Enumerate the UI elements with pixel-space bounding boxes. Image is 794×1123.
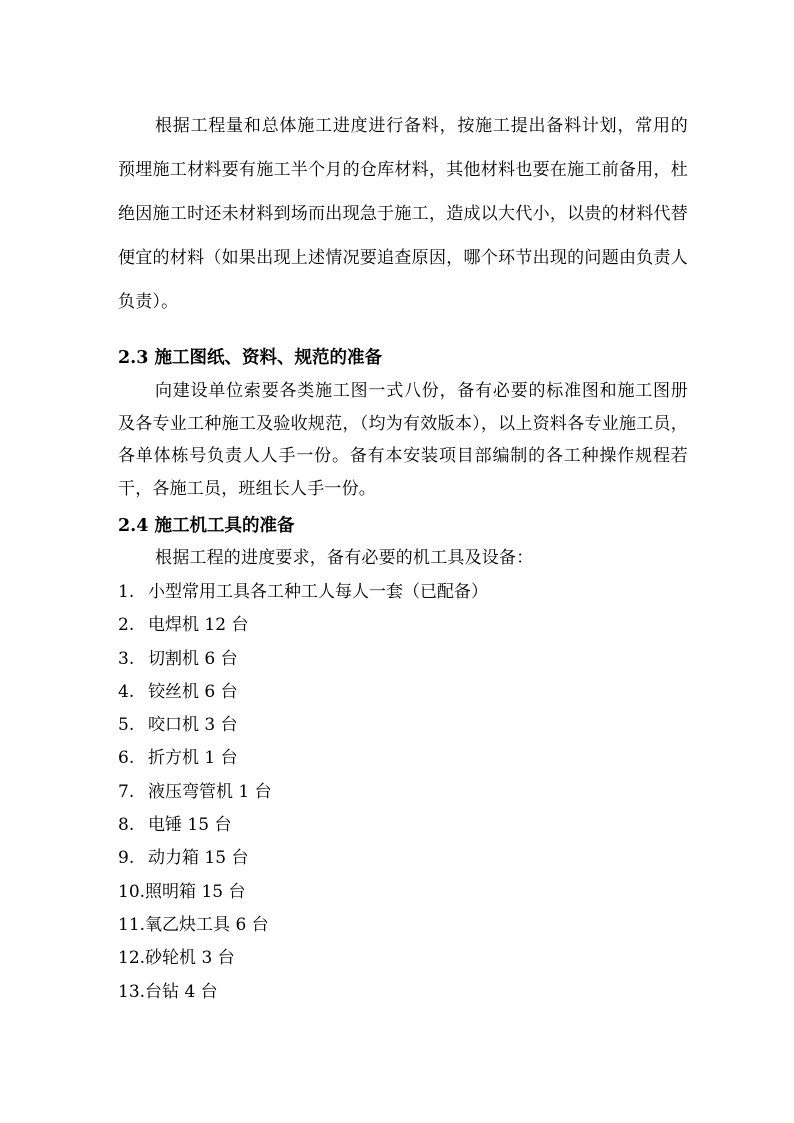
list-item-text: 折方机 1 台 [148, 748, 238, 769]
list-item-number: 5. [118, 715, 135, 736]
materials-paragraph: 根据工程量和总体施工进度进行备料，按施工提出备料计划，常用的预埋施工材料要有施工半个月的仓库材料，其他材料也要在施工前备用，杜绝因施工时还未材料到场而出现急于施工，造成以大代小，以贵的材料代替便宜的材料（如果出现上述情况要追查原因，哪个环节出现的问题由负责人负责）。 [118, 116, 688, 312]
list-item [118, 909, 488, 942]
list-item [118, 776, 488, 809]
list-item-text: 切割机 6 台 [148, 648, 238, 669]
list-item-text: 小型常用工具各工种工人每人一套（已配备） [148, 582, 488, 602]
list-item [118, 876, 488, 909]
list-item-text: 砂轮机 3 台 [145, 948, 235, 969]
list-item [118, 643, 488, 676]
list-item-number: 9. [118, 848, 135, 869]
list-item [118, 576, 488, 609]
list-item-text: 电锤 15 台 [148, 815, 232, 836]
section-2-3-paragraph: 向建设单位索要各类施工图一式八份，备有必要的标准图和施工图册及各专业工种施工及验收规范，（均为有效版本），以上资料各专业施工员，各单体栋号负责人人手一份。备有本安装项目部编制的各工种操作规程若干，各施工员，班组长人手一份。 [118, 381, 688, 499]
list-item-text: 氧乙炔工具 6 台 [145, 914, 269, 935]
list-item-text: 照明箱 15 台 [145, 881, 246, 902]
list-item-number: 8. [118, 815, 135, 836]
list-item-number: 4. [118, 681, 135, 702]
list-item-number: 13. [118, 981, 146, 1002]
section-2-3-heading: 2.3 施工图纸、资料、规范的准备 [118, 348, 383, 368]
list-item [118, 809, 488, 842]
list-item-text: 动力箱 15 台 [148, 848, 249, 869]
list-item-number: 6. [118, 748, 135, 769]
list-item [118, 942, 488, 975]
list-item-number: 1. [118, 582, 135, 602]
list-item [118, 842, 488, 875]
equipment-list [118, 576, 488, 1009]
section-2-4-intro: 根据工程的进度要求，备有必要的机工具及设备： [155, 548, 534, 568]
list-item-number: 12. [118, 948, 146, 969]
list-item [118, 609, 488, 642]
list-item-text: 咬口机 3 台 [148, 715, 238, 736]
list-item-text: 台钻 4 台 [145, 981, 218, 1002]
list-item [118, 709, 488, 742]
list-item-text: 电焊机 12 台 [148, 615, 249, 636]
list-item-text: 液压弯管机 1 台 [148, 781, 272, 802]
list-item-number: 11. [118, 914, 146, 935]
list-item-number: 3. [118, 648, 135, 669]
list-item [118, 676, 488, 709]
list-item-number: 2. [118, 615, 135, 636]
list-item-number: 10. [118, 881, 146, 902]
list-item [118, 976, 488, 1009]
list-item-number: 7. [118, 781, 135, 802]
list-item [118, 742, 488, 775]
list-item-text: 铰丝机 6 台 [148, 681, 238, 702]
section-2-4-heading: 2.4 施工机工具的准备 [118, 516, 295, 536]
